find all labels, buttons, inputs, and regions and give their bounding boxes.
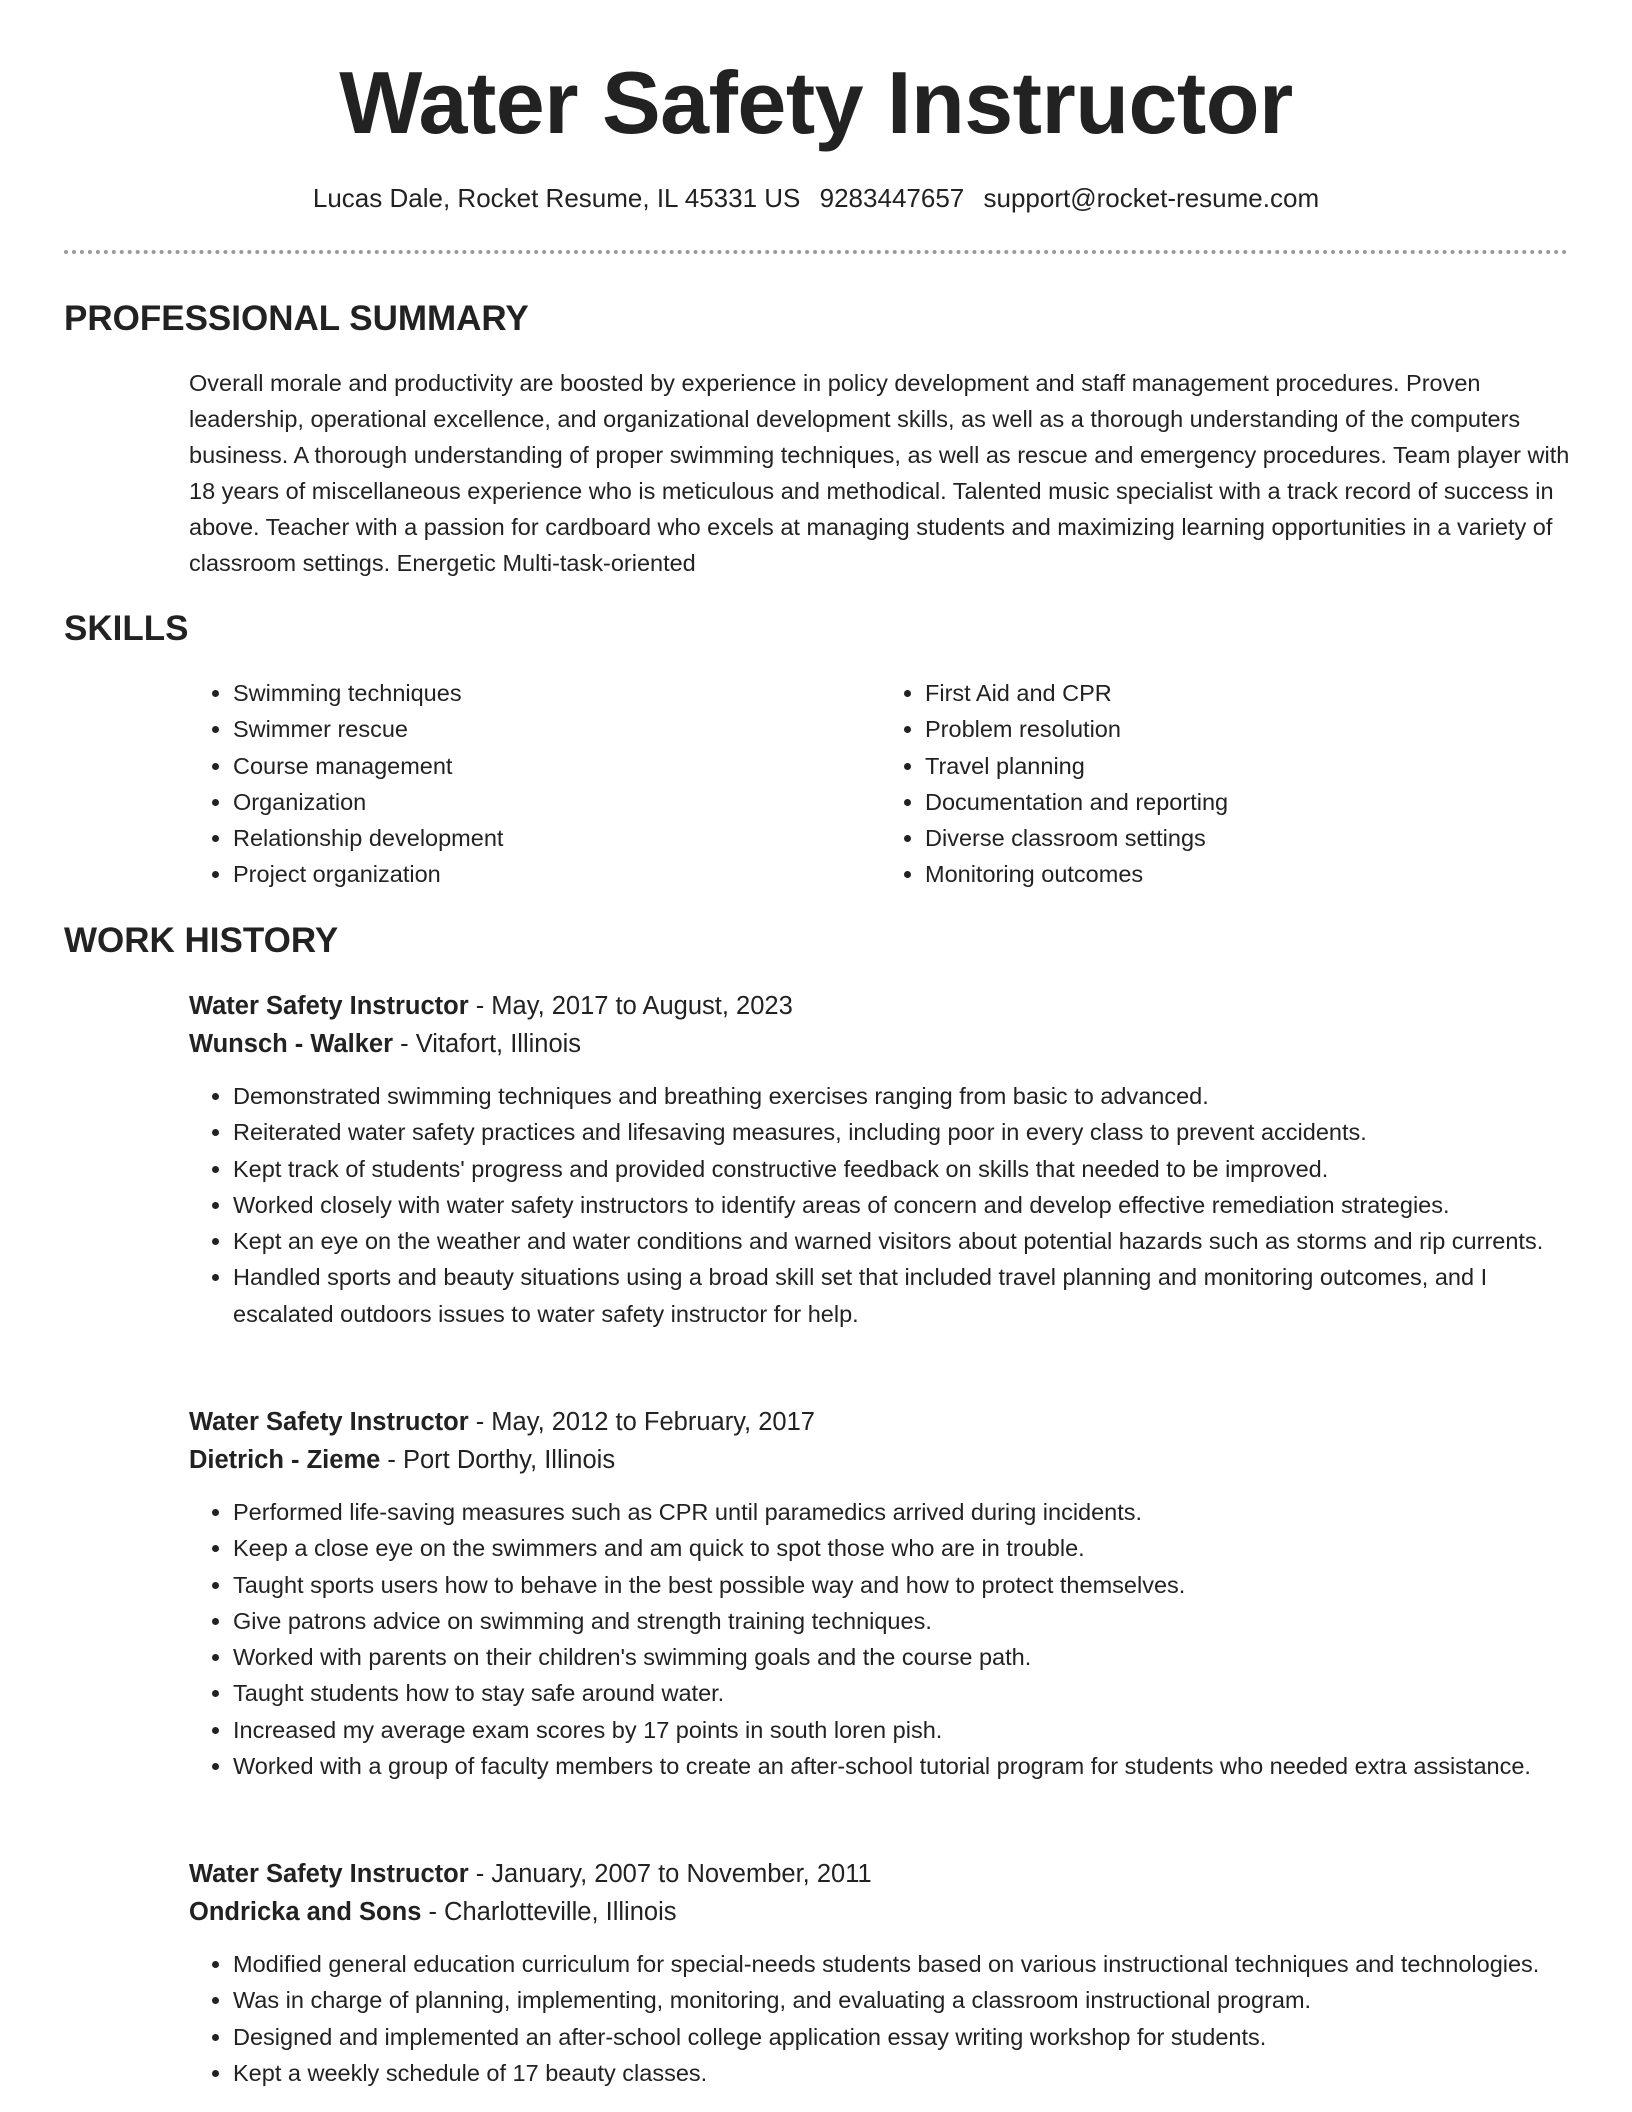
job-bullet: • Kept an eye on the weather and water conditions and warned visitors about potential hazards such as storms and rip currents. bbox=[233, 1223, 1573, 1259]
skill-item: • First Aid and CPR bbox=[925, 675, 1573, 711]
skill-item: • Diverse classroom settings bbox=[925, 820, 1573, 856]
skill-item: • Project organization bbox=[233, 856, 881, 892]
summary-heading: PROFESSIONAL SUMMARY bbox=[64, 299, 529, 338]
job-dates: - May, 2012 to February, 2017 bbox=[468, 1408, 815, 1436]
contact-line bbox=[0, 178, 1632, 218]
skill-item: • Monitoring outcomes bbox=[925, 856, 1573, 892]
skill-item: • Problem resolution bbox=[925, 711, 1573, 747]
job-bullet: • Performed life-saving measures such as CPR until paramedics arrived during incidents. bbox=[233, 1494, 1573, 1530]
job-title: Water Safety Instructor bbox=[189, 1860, 469, 1888]
job-bullet: • Reiterated water safety practices and lifesaving measures, including poor in every class to prevent accidents. bbox=[233, 1114, 1573, 1150]
job-title-line bbox=[189, 987, 1573, 1025]
skills-list bbox=[189, 675, 1573, 893]
work-history-heading: WORK HISTORY bbox=[64, 921, 339, 960]
job-bullet: • Taught sports users how to behave in the best possible way and how to protect themselves. bbox=[233, 1567, 1573, 1603]
job-location: - Vitafort, Illinois bbox=[393, 1030, 582, 1058]
job-company: Ondricka and Sons bbox=[189, 1898, 422, 1926]
job-bullet: • Kept track of students' progress and provided constructive feedback on skills that needed to be improved. bbox=[233, 1151, 1573, 1187]
job-title: Water Safety Instructor bbox=[189, 1408, 469, 1436]
resume-title: Water Safety Instructor bbox=[339, 53, 1293, 152]
skill-item: • Documentation and reporting bbox=[925, 784, 1573, 820]
job-company-line bbox=[189, 1441, 1573, 1479]
job-entry bbox=[189, 1403, 1573, 1784]
skill-item: • Relationship development bbox=[233, 820, 881, 856]
job-bullet: • Give patrons advice on swimming and strength training techniques. bbox=[233, 1603, 1573, 1639]
job-title: Water Safety Instructor bbox=[189, 992, 469, 1020]
job-title-line bbox=[189, 1855, 1573, 1893]
contact-phone: 9283447657 bbox=[819, 183, 965, 213]
skill-item: • Course management bbox=[233, 748, 881, 784]
skill-item: • Organization bbox=[233, 784, 881, 820]
skill-item: • Swimmer rescue bbox=[233, 711, 881, 747]
job-company: Wunsch - Walker bbox=[189, 1030, 394, 1058]
skill-item: • Swimming techniques bbox=[233, 675, 881, 711]
job-company-line bbox=[189, 1025, 1573, 1063]
job-bullet: • Taught students how to stay safe around water. bbox=[233, 1675, 1573, 1711]
skills-column-left bbox=[189, 675, 881, 893]
job-bullet: • Keep a close eye on the swimmers and am quick to spot those who are in trouble. bbox=[233, 1530, 1573, 1566]
job-location: - Port Dorthy, Illinois bbox=[380, 1446, 616, 1474]
contact-email: support@rocket-resume.com bbox=[983, 183, 1320, 213]
job-bullet: • Handled sports and beauty situations using a broad skill set that included travel planning and monitoring outcomes, and I escalated outdoors issues to water safety instructor for help. bbox=[233, 1259, 1573, 1332]
header-divider bbox=[64, 250, 1568, 254]
job-bullets bbox=[189, 1078, 1573, 1332]
job-dates: - May, 2017 to August, 2023 bbox=[468, 992, 793, 1020]
job-bullet: • Increased my average exam scores by 17 points in south loren pish. bbox=[233, 1712, 1573, 1748]
job-bullet: • Kept a weekly schedule of 17 beauty classes. bbox=[233, 2055, 1573, 2091]
skills-heading: SKILLS bbox=[64, 609, 189, 648]
job-bullet: • Worked with a group of faculty members to create an after-school tutorial program for students who needed extra assistance. bbox=[233, 1748, 1573, 1784]
job-bullet: • Was in charge of planning, implementing, monitoring, and evaluating a classroom instructional program. bbox=[233, 1982, 1573, 2018]
job-company: Dietrich - Zieme bbox=[189, 1446, 381, 1474]
contact-address: Lucas Dale, Rocket Resume, IL 45331 US bbox=[312, 183, 801, 213]
summary-text: Overall morale and productivity are boosted by experience in policy development and staff management procedures. Proven leadership, operational excellence, and organizational development skills, as well as a thorough understanding of the computers business. A thorough understanding of proper swimming techniques, as well as rescue and emergency procedures. Team player with 18 years of miscellaneous experience who is meticulous and methodical. Talented music specialist with a track record of success in above. Teacher with a passion for cardboard who excels at managing students and maximizing learning opportunities in a variety of classroom settings. Energetic Multi-task-oriented bbox=[189, 370, 1570, 576]
job-bullet: • Demonstrated swimming techniques and breathing exercises ranging from basic to advanced. bbox=[233, 1078, 1573, 1114]
job-bullet: • Modified general education curriculum for special-needs students based on various instructional techniques and technologies. bbox=[233, 1946, 1573, 1982]
job-company-line bbox=[189, 1893, 1573, 1931]
job-bullet: • Worked closely with water safety instructors to identify areas of concern and develop effective remediation strategies. bbox=[233, 1187, 1573, 1223]
job-bullets bbox=[189, 1494, 1573, 1784]
job-location: - Charlotteville, Illinois bbox=[421, 1898, 677, 1926]
job-entry bbox=[189, 1855, 1573, 2091]
skill-item: • Travel planning bbox=[925, 748, 1573, 784]
job-bullet: • Worked with parents on their children's swimming goals and the course path. bbox=[233, 1639, 1573, 1675]
skills-column-right bbox=[881, 675, 1573, 893]
job-bullet: • Designed and implemented an after-school college application essay writing workshop for students. bbox=[233, 2019, 1573, 2055]
job-dates: - January, 2007 to November, 2011 bbox=[468, 1860, 872, 1888]
job-bullets bbox=[189, 1946, 1573, 2091]
job-title-line bbox=[189, 1403, 1573, 1441]
job-entry bbox=[189, 987, 1573, 1332]
